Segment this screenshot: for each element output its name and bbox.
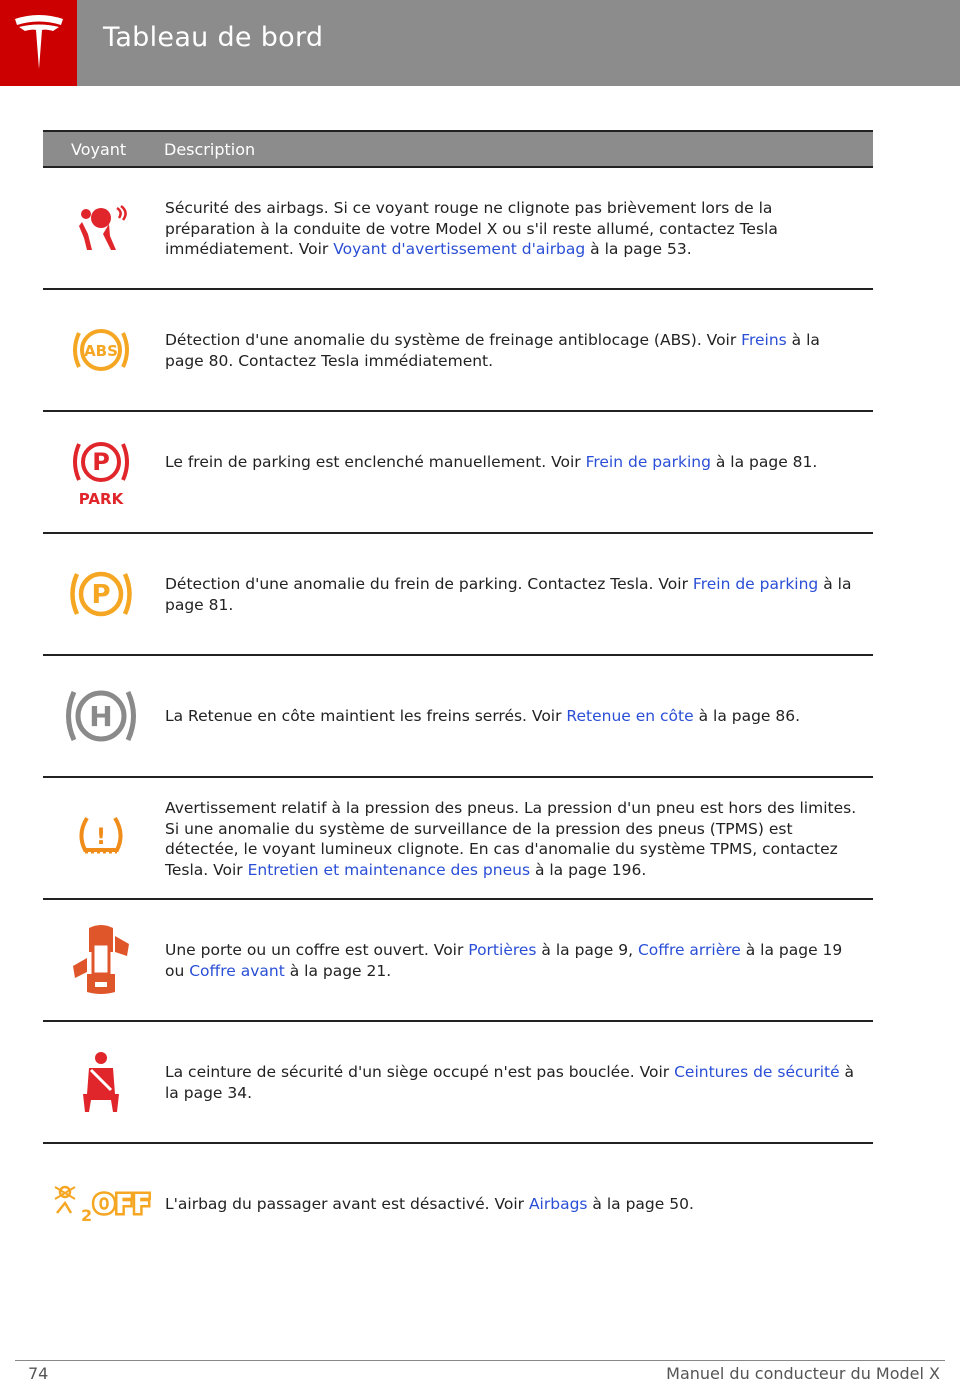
- svg-text:!: !: [95, 825, 107, 850]
- cross-reference-link[interactable]: Portières: [468, 941, 537, 959]
- description-text: La ceinture de sécurité d'un siège occupé n'est pas bouclée. Voir: [165, 1063, 675, 1081]
- description-text: à la page 9,: [536, 941, 638, 959]
- cross-reference-link[interactable]: Ceintures de sécurité: [674, 1063, 840, 1081]
- description-text: Détection d'une anomalie du système de freinage antiblocage (ABS). Voir: [165, 331, 742, 349]
- description-text: Sécurité des airbags. Si ce voyant rouge ne clignote pas brièvement lors de la préparation à la conduite de votre Model X ou s'il reste allumé, contactez Tesla immédiatement. Voir: [165, 199, 778, 258]
- row-description: [165, 1194, 861, 1215]
- parking-brake-icon: [69, 436, 133, 508]
- description-text: à la page 53.: [585, 240, 692, 258]
- tesla-logo: [0, 0, 77, 86]
- table-row-parking-fault: [43, 534, 873, 656]
- table-row-door-open: [43, 900, 873, 1022]
- description-text: à la page 81.: [710, 453, 818, 471]
- description-text: à la page 19 ou: [165, 941, 843, 980]
- svg-text:ABS: ABS: [84, 342, 118, 360]
- cross-reference-link[interactable]: Retenue en côte: [566, 707, 694, 725]
- cross-reference-link[interactable]: Frein de parking: [692, 575, 819, 593]
- svg-text:P: P: [91, 580, 111, 610]
- description-text: à la page 21.: [284, 961, 392, 980]
- description-text: à la page 196.: [530, 860, 647, 879]
- column-header-voyant: Voyant: [71, 140, 127, 159]
- row-description: [165, 330, 861, 371]
- description-text: La Retenue en côte maintient les freins serrés. Voir: [165, 707, 567, 725]
- page-title: Tableau de bord: [103, 22, 324, 53]
- table-row-hill-hold: [43, 656, 873, 778]
- description-text: L'airbag du passager avant est désactivé. Voir: [165, 1195, 529, 1213]
- abs-warning-icon: [69, 324, 133, 376]
- parking-brake-fault-icon: [67, 566, 135, 622]
- cross-reference-link[interactable]: Coffre arrière: [637, 941, 741, 959]
- cross-reference-link[interactable]: Entretien et maintenance des pneus: [247, 860, 531, 879]
- row-description: [165, 574, 861, 615]
- description-text: Le frein de parking est enclenché manuellement. Voir: [165, 453, 586, 471]
- table-row-abs: [43, 290, 873, 412]
- description-text: Avertissement relatif à la pression des pneus. La pression d'un pneu est hors des limites. Si une anomalie du système de surveillance de la pression des pneus (TPMS) est détectée, le voyant lumineux clignote. En cas d'anomalie du système TPMS, contactez Tesla. Voir: [165, 799, 857, 879]
- description-text: Une porte ou un coffre est ouvert. Voir: [165, 941, 469, 959]
- description-text: à la page 50.: [587, 1195, 694, 1213]
- row-description: [165, 798, 861, 880]
- svg-text:H: H: [89, 700, 113, 733]
- manual-title: Manuel du conducteur du Model X: [666, 1364, 940, 1383]
- row-description: [165, 1062, 861, 1103]
- seatbelt-warning-icon: [79, 1050, 123, 1114]
- row-description: [165, 452, 861, 473]
- description-text: à la page 86.: [693, 707, 801, 725]
- table-row-airbag: [43, 168, 873, 290]
- svg-text:OFF: OFF: [93, 1190, 151, 1220]
- description-text: à la page 80. Contactez Tesla immédiatement.: [165, 331, 820, 370]
- row-description: [165, 706, 861, 727]
- cross-reference-link[interactable]: Voyant d'avertissement d'airbag: [333, 240, 586, 258]
- tire-pressure-icon: [75, 814, 127, 862]
- page-header: [0, 0, 960, 86]
- door-open-icon: [69, 922, 133, 998]
- hill-hold-icon: [63, 683, 139, 749]
- table-row-tpms: [43, 778, 873, 900]
- row-description: [165, 940, 861, 981]
- footer-divider: [15, 1360, 945, 1361]
- svg-text:2: 2: [81, 1206, 93, 1225]
- table-row-park: [43, 412, 873, 534]
- cross-reference-link[interactable]: Coffre avant: [189, 961, 285, 980]
- svg-text:PARK: PARK: [78, 490, 124, 508]
- cross-reference-link[interactable]: Airbags: [528, 1195, 588, 1213]
- table-row-passenger-airbag-off: [43, 1144, 873, 1266]
- tesla-logo-icon: [13, 13, 65, 73]
- cross-reference-link[interactable]: Freins: [741, 331, 787, 349]
- column-header-description: Description: [164, 140, 256, 159]
- passenger-airbag-off-icon: [49, 1183, 153, 1227]
- description-text: à la page 34.: [165, 1063, 855, 1102]
- description-text: Détection d'une anomalie du frein de parking. Contactez Tesla. Voir: [165, 575, 693, 593]
- row-description: [165, 198, 861, 260]
- page-number: 74: [28, 1364, 49, 1383]
- description-text: à la page 81.: [165, 575, 852, 614]
- airbag-warning-icon: [73, 200, 129, 256]
- cross-reference-link[interactable]: Frein de parking: [585, 453, 711, 471]
- table-row-seatbelt: [43, 1022, 873, 1144]
- svg-text:P: P: [92, 448, 110, 476]
- table-header: [43, 130, 873, 168]
